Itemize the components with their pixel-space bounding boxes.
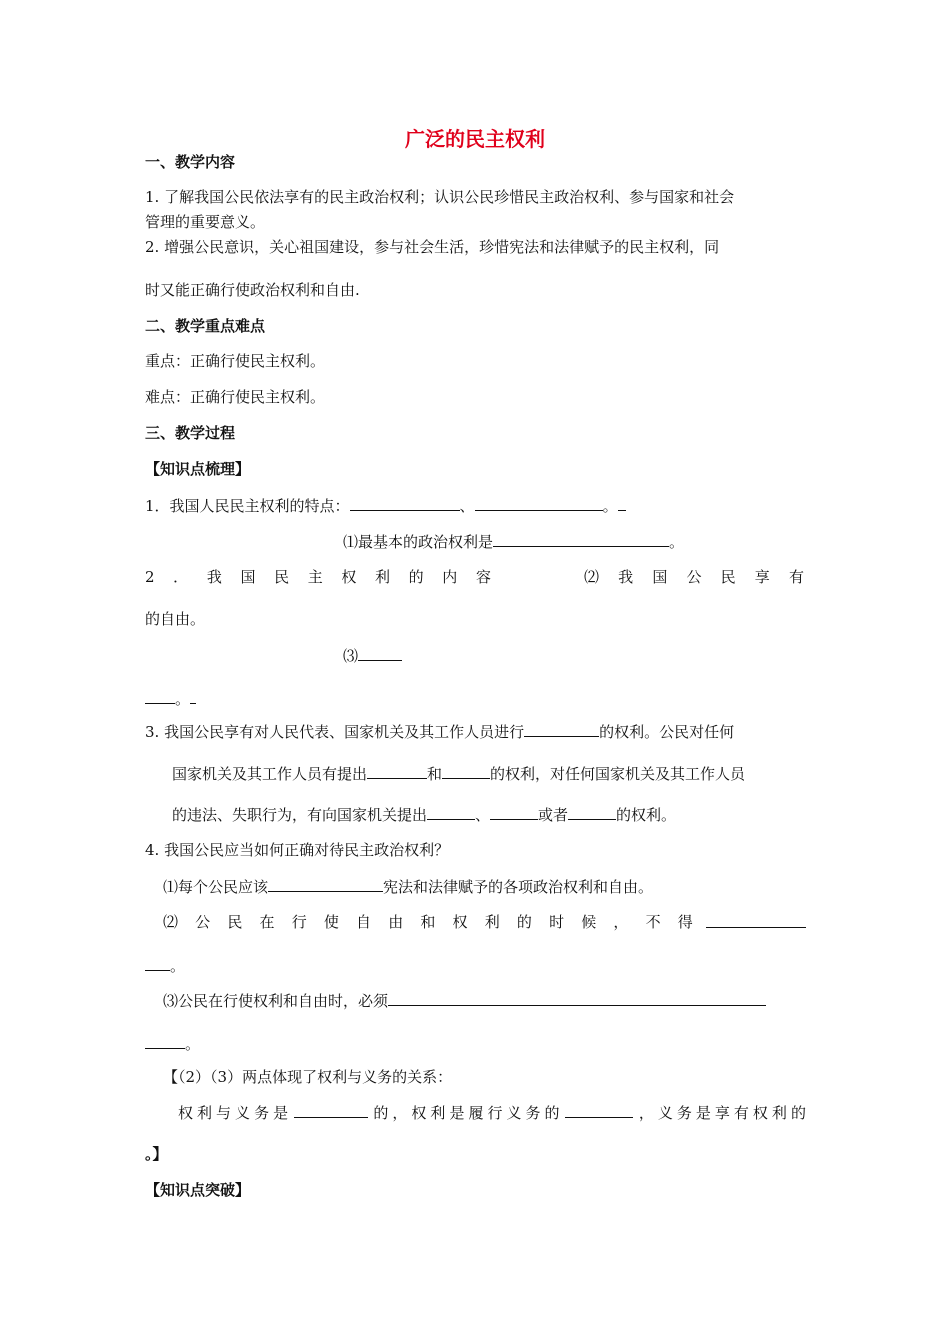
char: 我 [206, 568, 222, 586]
char: ， [392, 1104, 408, 1122]
char: 容 [475, 568, 491, 586]
char: 是 [273, 1104, 289, 1122]
question-4-part-2-cont [145, 955, 185, 976]
relation-end: 。】 [145, 1145, 168, 1163]
text: 和 [427, 765, 443, 783]
answer-blank[interactable] [388, 990, 766, 1006]
relation-part-a [178, 1103, 288, 1123]
char: 内 [442, 568, 458, 586]
content-item-1-line-2: 管理的重要意义。 [145, 213, 266, 231]
text: ⑴每个公民应该 [163, 878, 269, 896]
answer-blank[interactable] [524, 721, 599, 737]
text: 或者 [538, 806, 569, 824]
period: 。 [602, 497, 618, 515]
char: 与 [216, 1104, 232, 1122]
char: 利 [771, 1104, 787, 1122]
char: 公 [195, 913, 211, 931]
char: 由 [388, 913, 404, 931]
key-point-text: 重点：正确行使民主权利。 [145, 352, 326, 370]
text: 的权利，对任何国家机关及其工作人员 [490, 765, 746, 783]
char: 民 [274, 568, 290, 586]
char: 我 [618, 568, 634, 586]
answer-blank[interactable] [565, 1102, 633, 1118]
answer-blank[interactable] [358, 645, 402, 661]
answer-blank[interactable] [442, 763, 490, 779]
answer-blank[interactable] [568, 804, 616, 820]
content-item-2-line-2: 时又能正确行使政治权利和自由. [145, 281, 360, 299]
question-3-line-3 [172, 804, 676, 825]
answer-blank[interactable] [367, 763, 427, 779]
question-3-line-1 [145, 721, 734, 742]
char: 得 [677, 913, 693, 931]
text: 国家机关及其工作人员有提出 [172, 765, 368, 783]
char: ， [638, 1104, 654, 1122]
question-4-part-2-blank-row [706, 912, 806, 933]
char: 民 [227, 913, 243, 931]
question-4-part-2 [163, 912, 693, 932]
char: 的 [544, 1104, 560, 1122]
relation-part-c [639, 1103, 806, 1123]
period: 。 [185, 1035, 201, 1053]
question-2-part-1-text: ⑴最基本的政治权利是 [343, 533, 494, 551]
text: 的权利。 [616, 806, 677, 824]
section-heading-key-points: 二、教学重点难点 [145, 317, 266, 335]
text: 的违法、失职行为，有向国家机关提出 [172, 806, 428, 824]
char: 自 [356, 913, 372, 931]
char: 享 [714, 1104, 730, 1122]
char: ⑵ [584, 568, 600, 586]
text: 宪法和法律赋予的各项政治权利和自由。 [383, 878, 654, 896]
question-4-part-3-cont [145, 1033, 200, 1054]
char: 公 [686, 568, 702, 586]
char: 是 [449, 1104, 465, 1122]
char: 有 [788, 568, 804, 586]
question-1 [145, 495, 626, 516]
char: 的 [373, 1104, 389, 1122]
question-2-part-2 [584, 567, 804, 587]
answer-blank[interactable] [475, 495, 603, 511]
answer-blank[interactable] [490, 804, 538, 820]
question-3-line-2 [172, 763, 745, 784]
char: 履 [468, 1104, 484, 1122]
section-heading-content: 一、教学内容 [145, 153, 236, 171]
text: ⑶公民在行使权利和自由时，必须 [163, 992, 389, 1010]
subheading-knowledge-breakthrough: 【知识点突破】 [145, 1181, 251, 1199]
period: 。 [170, 957, 186, 975]
char: 和 [420, 913, 436, 931]
content-item-2-line-1: 2. 增强公民意识，关心祖国建设，参与社会生活，珍惜宪法和法律赋予的民主权利，同 [145, 238, 720, 256]
answer-blank[interactable] [145, 1033, 185, 1049]
char: 利 [375, 568, 391, 586]
text: 3. 我国公民享有对人民代表、国家机关及其工作人员进行 [145, 723, 525, 741]
char: 在 [259, 913, 275, 931]
subheading-knowledge-review: 【知识点梳理】 [145, 460, 251, 478]
separator: 、 [459, 497, 475, 515]
question-2-left [145, 567, 491, 587]
char: 2 [145, 568, 155, 586]
section-heading-process: 三、教学过程 [145, 424, 236, 442]
answer-blank[interactable] [706, 912, 806, 928]
char: ， [613, 913, 629, 931]
question-1-text: 1．我国人民民主权利的特点： [145, 497, 350, 515]
answer-blank[interactable] [493, 531, 669, 547]
answer-blank[interactable] [350, 495, 460, 511]
content-item-1-line-1: 1. 了解我国公民依法享有的民主政治权利；认识公民珍惜民主政治权利、参与国家和社会 [145, 188, 735, 206]
question-4: 4. 我国公民应当如何正确对待民主政治权利？ [145, 841, 450, 859]
char: 权 [411, 1104, 427, 1122]
answer-blank[interactable] [145, 688, 175, 704]
question-2-part-1 [343, 531, 684, 552]
question-2-part-3-cont [145, 688, 196, 709]
question-2-part-3 [343, 645, 402, 666]
char: 利 [430, 1104, 446, 1122]
char: 利 [197, 1104, 213, 1122]
char: 使 [323, 913, 339, 931]
char: 权 [178, 1104, 194, 1122]
question-4-part-3 [163, 990, 766, 1011]
answer-blank[interactable] [618, 495, 626, 511]
char: 时 [549, 913, 565, 931]
difficult-point-text: 难点：正确行使民主权利。 [145, 388, 326, 406]
period: 。 [175, 690, 191, 708]
char: 义 [657, 1104, 673, 1122]
char: ⑵ [163, 913, 179, 931]
char: 利 [484, 913, 500, 931]
char: ． [173, 568, 189, 586]
char: 权 [452, 913, 468, 931]
char: 义 [235, 1104, 251, 1122]
part-3-label: ⑶ [343, 647, 359, 665]
char: 享 [754, 568, 770, 586]
answer-blank[interactable] [145, 955, 170, 971]
char: 行 [291, 913, 307, 931]
char: 是 [695, 1104, 711, 1122]
text: 的权利。公民对任何 [599, 723, 735, 741]
char: 国 [652, 568, 668, 586]
answer-blank[interactable] [427, 804, 475, 820]
char: 不 [645, 913, 661, 931]
relation-heading: 【（2）（3）两点体现了权利与义务的关系： [163, 1068, 453, 1086]
char: 的 [516, 913, 532, 931]
answer-blank[interactable] [268, 876, 383, 892]
question-2-part-2-cont: 的自由。 [145, 610, 206, 628]
char: 行 [487, 1104, 503, 1122]
char: 务 [525, 1104, 541, 1122]
relation-part-b [373, 1103, 559, 1123]
char: 的 [408, 568, 424, 586]
char: 务 [254, 1104, 270, 1122]
answer-blank[interactable] [294, 1102, 368, 1118]
period: 。 [669, 533, 685, 551]
char: 权 [341, 568, 357, 586]
char: 主 [307, 568, 323, 586]
text: 、 [475, 806, 491, 824]
char: 义 [506, 1104, 522, 1122]
char: 民 [720, 568, 736, 586]
char: 候 [581, 913, 597, 931]
char: 务 [676, 1104, 692, 1122]
relation-line [178, 1102, 806, 1123]
char: 的 [790, 1104, 806, 1122]
answer-blank[interactable] [190, 688, 196, 704]
char: 有 [733, 1104, 749, 1122]
question-4-part-1 [163, 876, 653, 897]
char: 权 [752, 1104, 768, 1122]
page-title: 广泛的民主权利 [405, 127, 545, 151]
char: 国 [240, 568, 256, 586]
